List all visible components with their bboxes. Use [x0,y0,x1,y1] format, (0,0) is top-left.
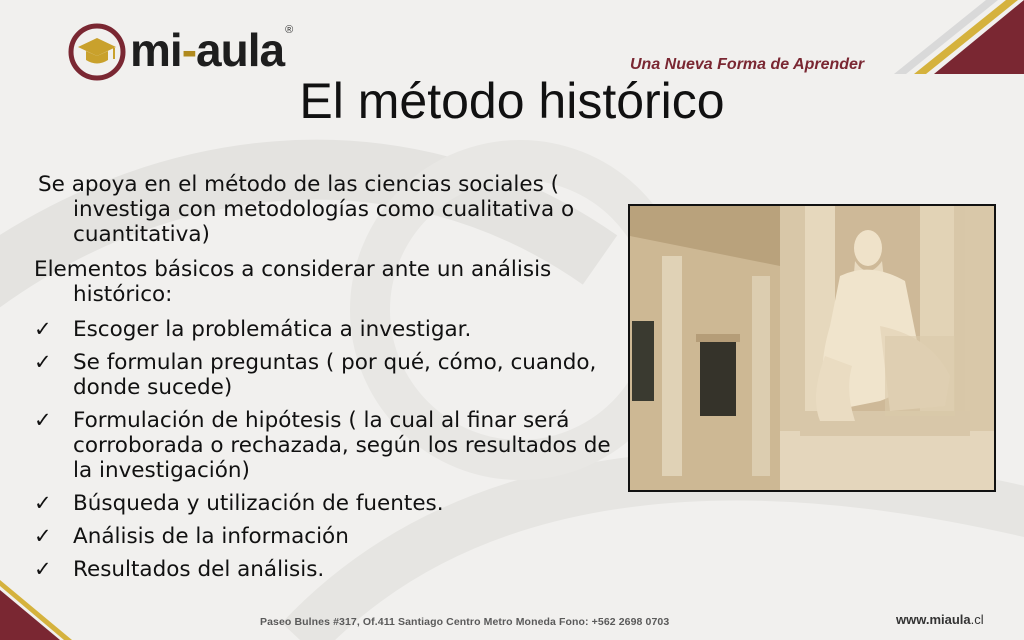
brand-name: mi-aula [130,24,285,76]
statue-illustration [630,206,994,490]
list-item: ✓ Escoger la problemática a investigar. [34,317,472,342]
elements-heading: Elementos básicos a considerar ante un análisis histórico: [34,257,552,307]
slide-title: El método histórico [299,73,725,129]
checkmark-icon: ✓ [34,317,52,341]
footer-address: Paseo Bulnes #317, Of.411 Santiago Centro Metro Moneda Fono: +562 2698 0703 [260,616,670,628]
checkmark-icon: ✓ [34,491,52,515]
brand-tagline: Una Nueva Forma de Aprender [630,56,865,73]
slide-body [34,172,619,590]
checkmark-icon: ✓ [34,350,52,374]
intro-paragraph: Se apoya en el método de las ciencias sociales ( investiga con metodologías como cualitativa o cuantitativa) [38,172,575,247]
checkmark-icon: ✓ [34,408,52,432]
checkmark-icon: ✓ [34,557,52,581]
list-item: ✓ Resultados del análisis. [34,557,325,582]
checklist [34,317,619,582]
corner-decoration-top-right [894,0,1024,74]
footer-website[interactable]: www.miaula.cl [896,612,984,627]
list-item: ✓ Búsqueda y utilización de fuentes. [34,491,444,516]
checkmark-icon: ✓ [34,524,52,548]
statue-photo [628,204,996,492]
list-item: ✓ Formulación de hipótesis ( la cual al finar será corroborada o rechazada, según los resultados de la investigación) [34,408,611,483]
list-item: ✓ Análisis de la información [34,524,349,549]
list-item: ✓ Se formulan preguntas ( por qué, cómo, cuando, donde sucede) [34,350,597,400]
registered-mark: ® [285,24,294,36]
